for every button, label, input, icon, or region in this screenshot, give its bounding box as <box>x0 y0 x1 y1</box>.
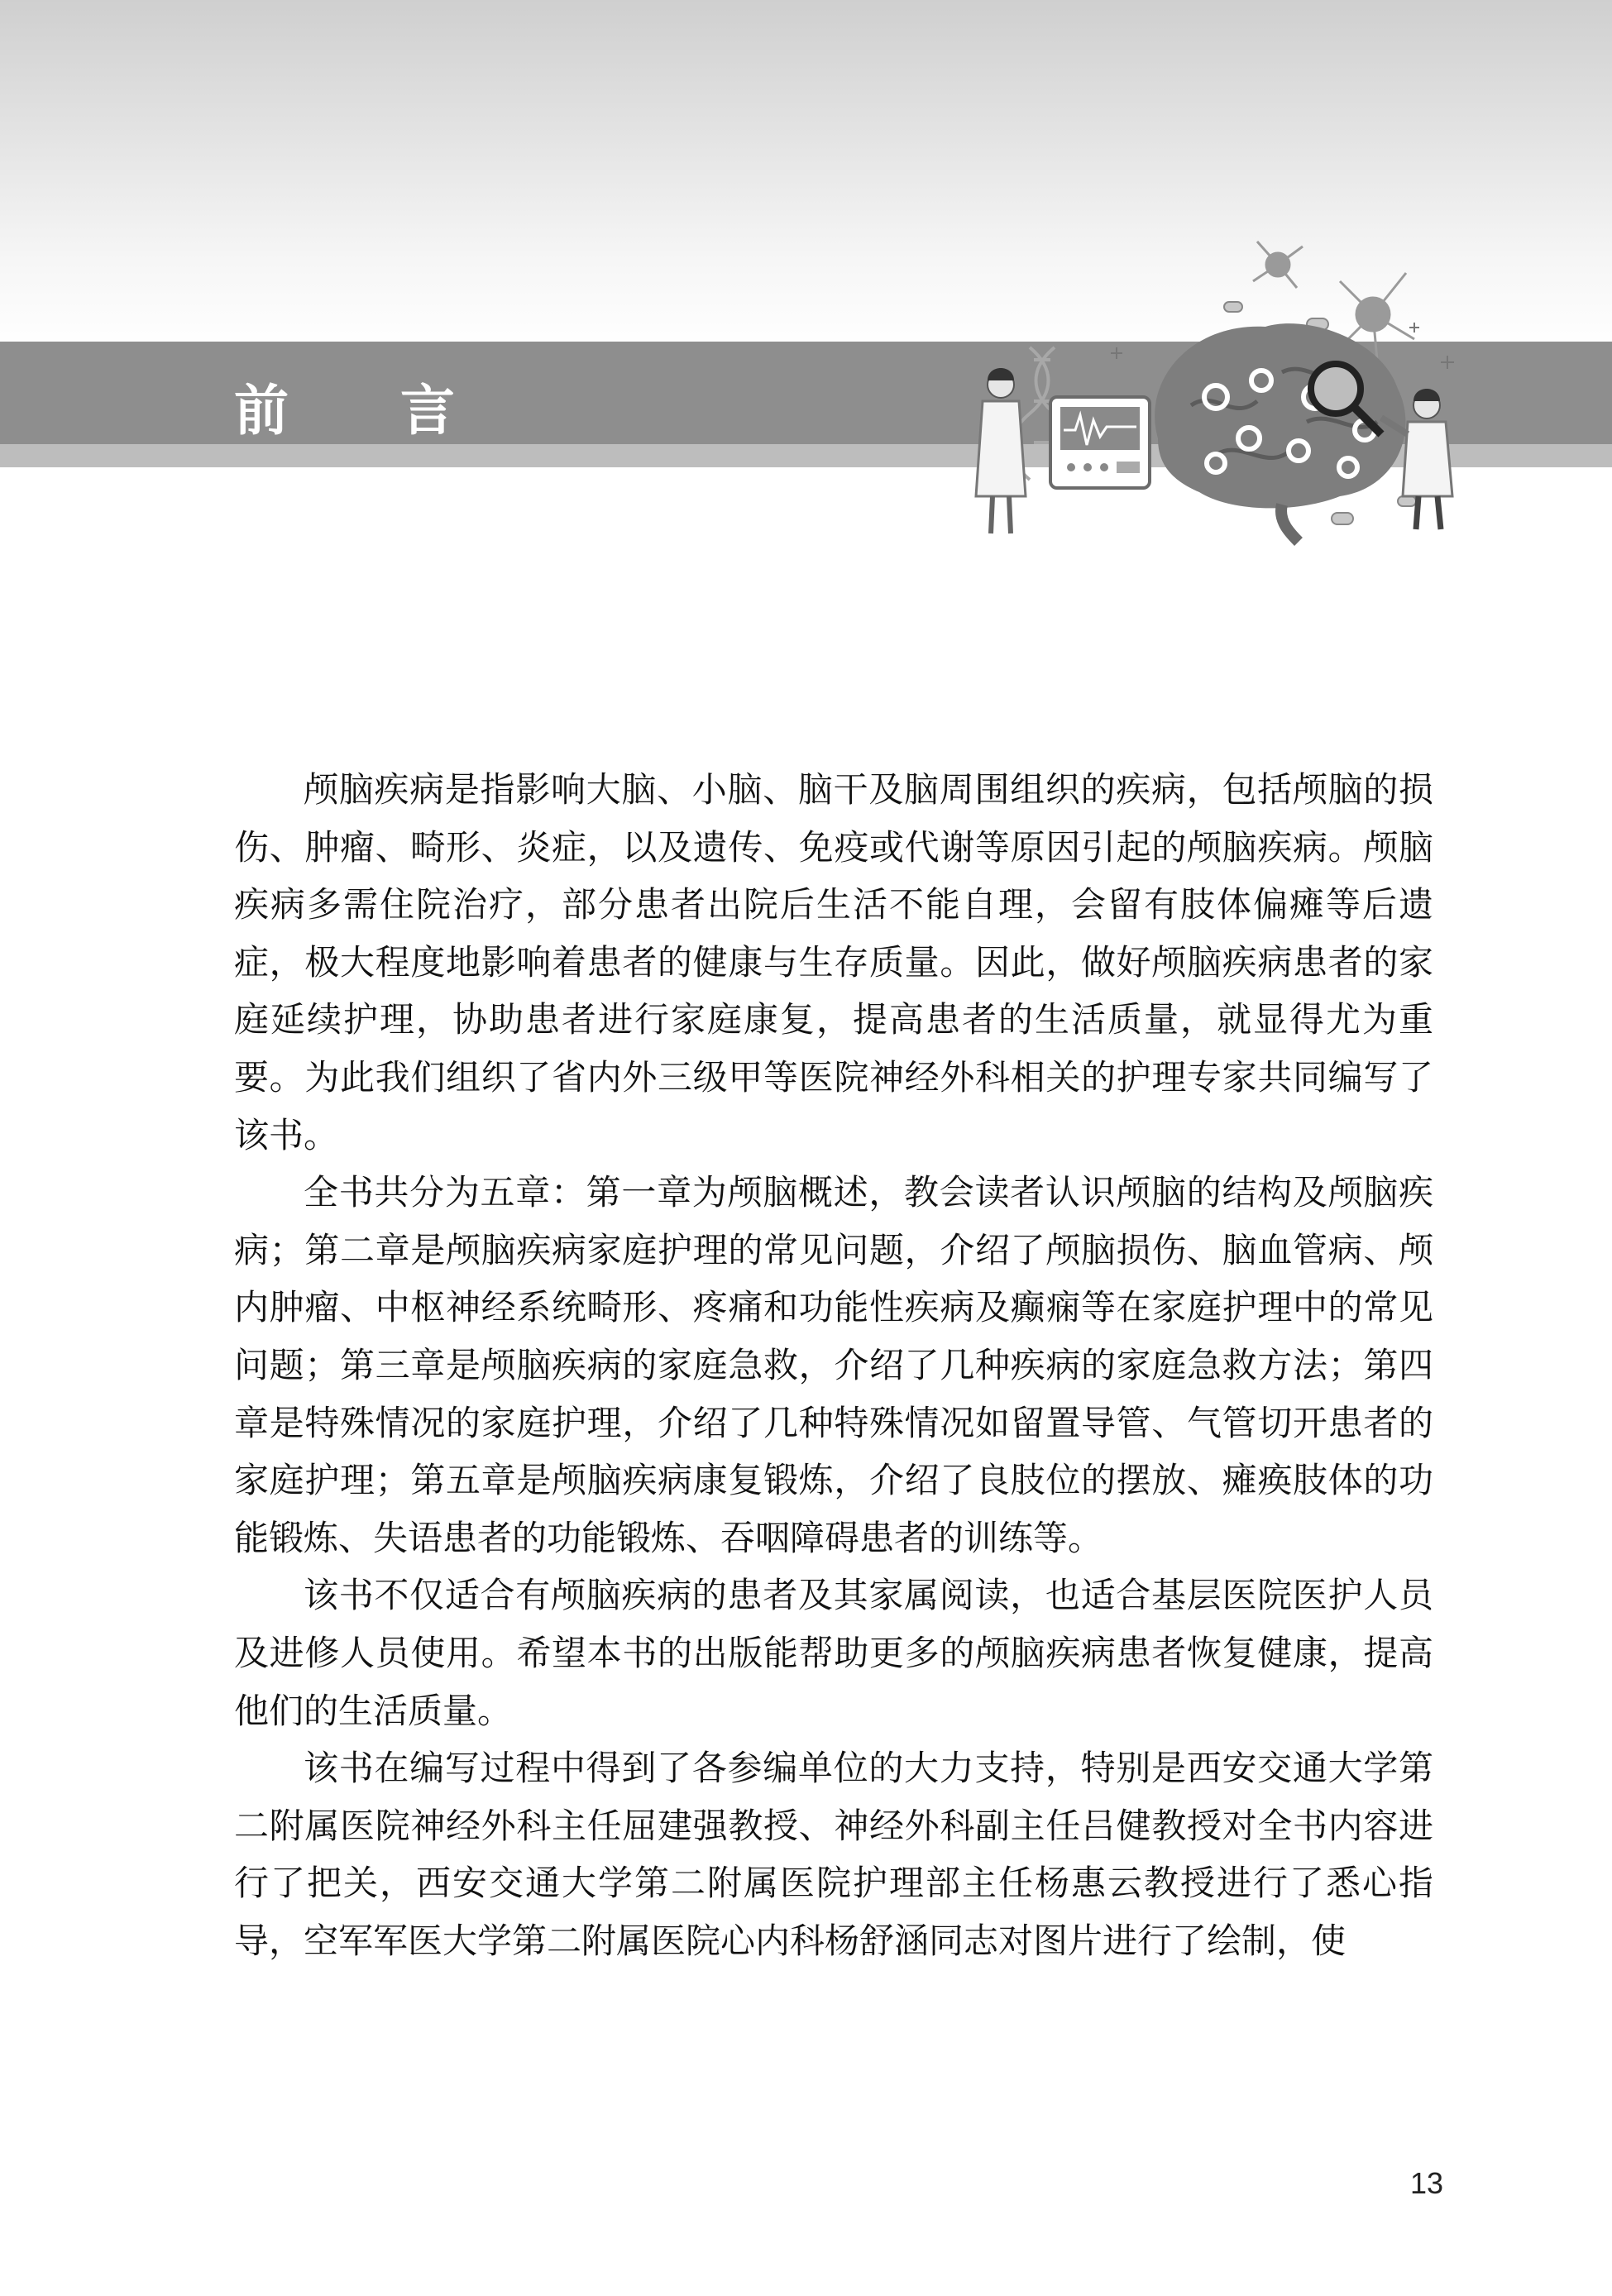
paragraph: 该书在编写过程中得到了各参编单位的大力支持，特别是西安交通大学第二附属医院神经外科主任屈建强教授、神经外科副主任吕健教授对全书内容进行了把关，西安交通大学第二附属医院护理部主任杨惠云教授进行了悉心指导，空军军医大学第二附属医院心内科杨舒涵同志对图片进行了绘制，使 <box>234 1748 1433 1961</box>
medical-illustration <box>951 223 1480 546</box>
page-number: 13 <box>1409 2166 1443 2200</box>
paragraph: 该书不仅适合有颅脑疾病的患者及其家属阅读，也适合基层医院医护人员及进修人员使用。希望本书的出版能帮助更多的颅脑疾病患者恢复健康，提高他们的生活质量。 <box>234 1575 1433 1731</box>
monitor-icon <box>1050 397 1150 488</box>
preface-body <box>234 761 1433 1969</box>
paragraph: 全书共分为五章：第一章为颅脑概述，教会读者认识颅脑的结构及颅脑疾病；第二章是颅脑疾病家庭护理的常见问题，介绍了颅脑损伤、脑血管病、颅内肿瘤、中枢神经系统畸形、疼痛和功能性疾病及癫痫等在家庭护理中的常见问题；第三章是颅脑疾病的家庭急救，介绍了几种疾病的家庭急救方法；第四章是特殊情况的家庭护理，介绍了几种特殊情况如留置导管、气管切开患者的家庭护理；第五章是颅脑疾病康复锻炼，介绍了良肢位的摆放、瘫痪肢体的功能锻炼、失语患者的功能锻炼、吞咽障碍患者的训练等。 <box>234 1172 1433 1558</box>
brain-icon <box>1155 323 1405 542</box>
doctor-figure-icon <box>976 368 1026 533</box>
page-title: 前 言 <box>234 379 501 442</box>
paragraph: 颅脑疾病是指影响大脑、小脑、脑干及脑周围组织的疾病，包括颅脑的损伤、肿瘤、畸形、炎症，以及遗传、免疫或代谢等原因引起的颅脑疾病。颅脑疾病多需住院治疗，部分患者出院后生活不能自理，会留有肢体偏瘫等后遗症，极大程度地影响着患者的健康与生存质量。因此，做好颅脑疾病患者的家庭延续护理，协助患者进行家庭康复，提高患者的生活质量，就显得尤为重要。为此我们组织了省内外三级甲等医院神经外科相关的护理专家共同编写了该书。 <box>234 769 1433 1155</box>
